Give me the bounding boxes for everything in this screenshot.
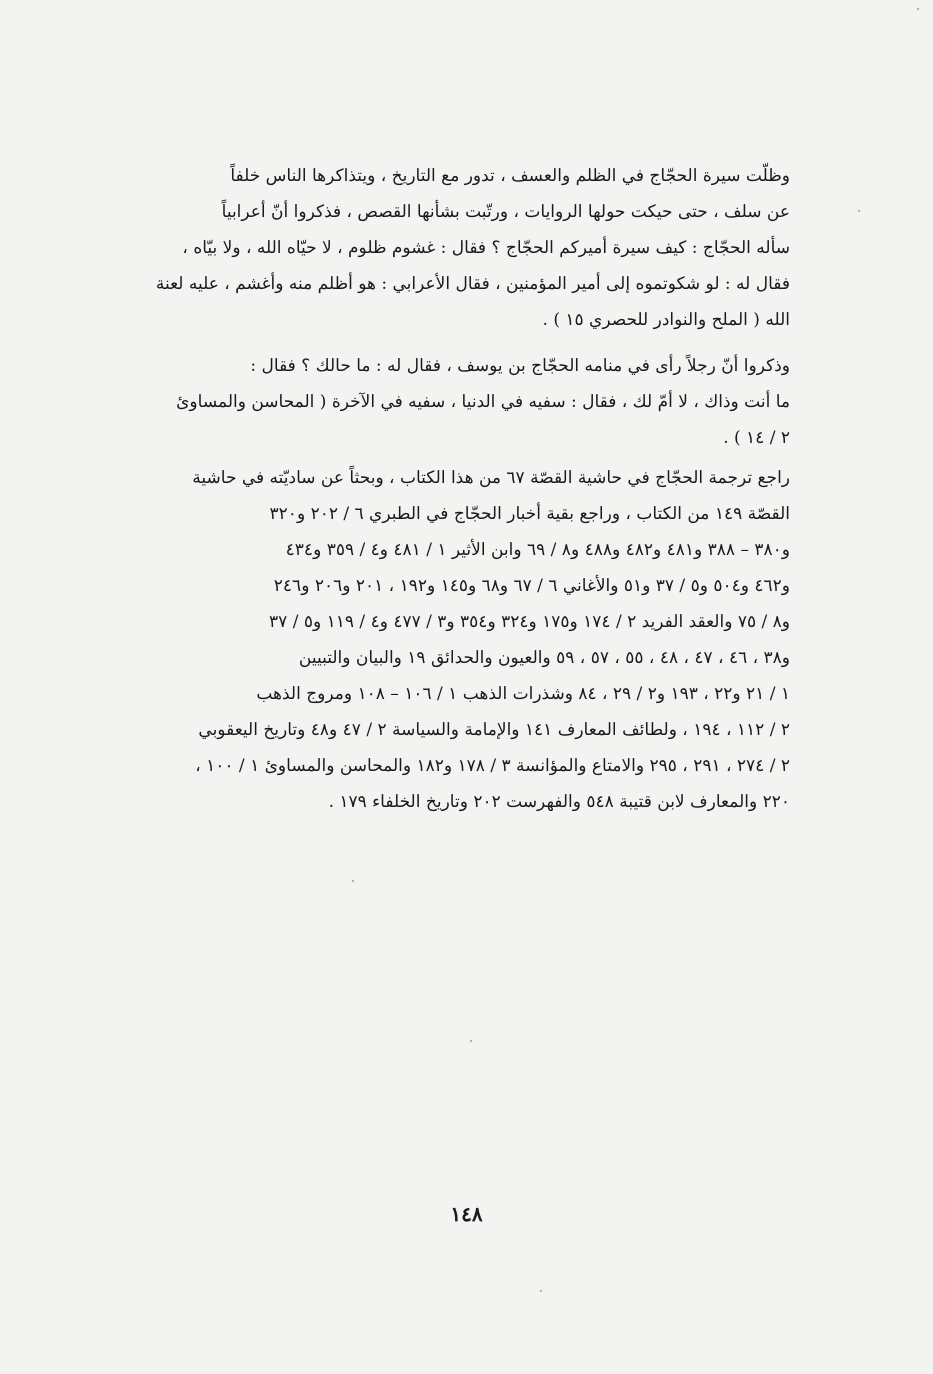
text-line: وظلّت سيرة الحجّاج في الظلم والعسف ، تدور مع التاريخ ، ويتذاكرها الناس خلفاً — [230, 166, 790, 186]
text-line: و٨ / ٧٥ والعقد الفريد ٢ / ١٧٤ و١٧٥ و٣٢٤ و٣٥٤ و٣ / ٤٧٧ و٤ / ١١٩ و٥ / ٣٧ — [269, 612, 790, 632]
scan-speck — [917, 8, 919, 10]
text-line: وذكروا أنّ رجلاً رأى في منامه الحجّاج بن يوسف ، فقال له : ما حالك ؟ فقال : — [250, 356, 790, 376]
text-line: ما أنت وذاك ، لا أمّ لك ، فقال : سفيه في الدنيا ، سفيه في الآخرة ( المحاسن والمساوئ — [176, 392, 790, 412]
text-line: راجع ترجمة الحجّاج في حاشية القصّة ٦٧ من هذا الكتاب ، وبحثاً عن ساديّته في حاشية — [192, 468, 790, 488]
scan-speck — [540, 1290, 542, 1292]
scan-speck — [470, 1040, 472, 1042]
text-line: عن سلف ، حتى حيكت حولها الروايات ، ورتّبت بشأنها القصص ، فذكروا أنّ أعرابياً — [221, 202, 790, 222]
text-line: و٤٦٢ و٥٠٤ و٥ / ٣٧ و٥١ والأغاني ٦ / ٦٧ و٦٨ و١٤٥ و١٩٢ ، ٢٠١ و٢٠٦ و٢٤٦ — [273, 576, 790, 596]
text-line: و٣٨ ، ٤٦ ، ٤٧ ، ٤٨ ، ٥٥ ، ٥٧ ، ٥٩ والعيون والحدائق ١٩ والبيان والتبيين — [298, 648, 790, 668]
text-line: الله ( الملح والنوادر للحصري ١٥ ) . — [542, 310, 790, 330]
paragraph-hajjaj-reputation — [100, 158, 790, 338]
paragraph-references — [100, 460, 790, 820]
text-line: ٢ / ١٤ ) . — [723, 428, 790, 448]
scan-speck — [352, 880, 354, 882]
text-line: سأله الحجّاج : كيف سيرة أميركم الحجّاج ؟ فقال : غشوم ظلوم ، لا حيّاه الله ، ولا بيّاه ، — [182, 238, 790, 258]
scan-speck — [858, 210, 860, 212]
text-line: ١ / ٢١ و٢٢ ، ١٩٣ و٢ / ٢٩ ، ٨٤ وشذرات الذهب ١ / ١٠٦ – ١٠٨ ومروج الذهب — [256, 684, 790, 704]
text-line: القصّة ١٤٩ من الكتاب ، وراجع بقية أخبار الحجّاج في الطبري ٦ / ٢٠٢ و٣٢٠ — [269, 504, 790, 524]
text-line: و٣٨٠ – ٣٨٨ و٤٨١ و٤٨٢ و٤٨٨ و٨ / ٦٩ وابن الأثير ١ / ٤٨١ و٤ / ٣٥٩ و٤٣٤ — [285, 540, 790, 560]
text-line: ٢ / ٢٧٤ ، ٢٩١ ، ٢٩٥ والامتاع والمؤانسة ٣ / ١٧٨ و١٨٢ والمحاسن والمساوئ ١ / ١٠٠ ، — [195, 756, 790, 776]
text-line: ٢٢٠ والمعارف لابن قتيبة ٥٤٨ والفهرست ٢٠٢ وتاريخ الخلفاء ١٧٩ . — [328, 792, 790, 812]
text-line: ٢ / ١١٢ ، ١٩٤ ، ولطائف المعارف ١٤١ والإمامة والسياسة ٢ / ٤٧ و٤٨ وتاريخ اليعقوبي — [198, 720, 790, 740]
paragraph-dream-anecdote — [100, 348, 790, 456]
text-line: فقال له : لو شكوتموه إلى أمير المؤمنين ، فقال الأعرابي : هو أظلم منه وأغشم ، عليه لعنة — [155, 274, 790, 294]
page-number: ١٤٨ — [450, 1202, 483, 1226]
